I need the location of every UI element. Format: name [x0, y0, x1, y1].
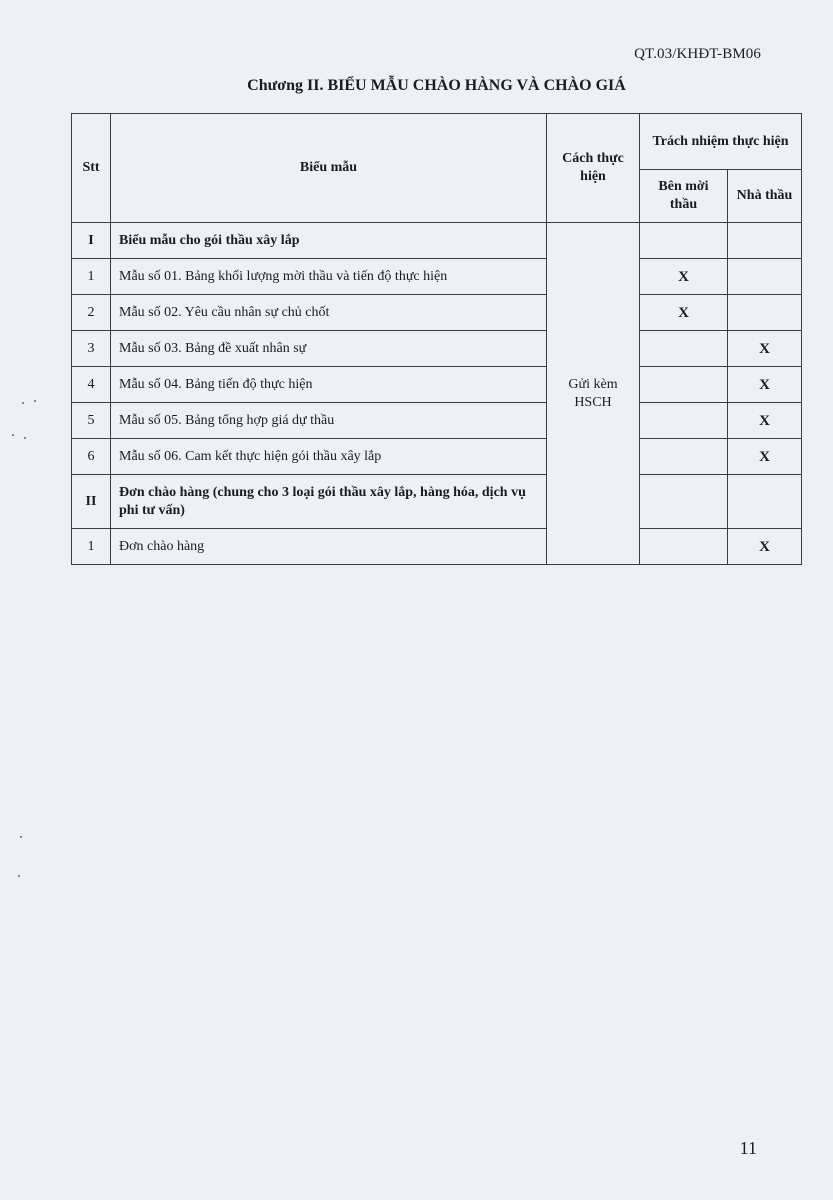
row-inviter-mark	[640, 403, 728, 439]
table-row	[72, 223, 802, 259]
row-contractor-mark	[728, 259, 802, 295]
scan-speck	[24, 437, 26, 439]
row-stt: 2	[72, 295, 111, 331]
header-contractor: Nhà thầu	[728, 170, 802, 223]
table-row	[72, 259, 802, 295]
header-stt: Stt	[72, 114, 111, 223]
row-contractor-mark: X	[728, 331, 802, 367]
row-form: Đơn chào hàng	[111, 529, 547, 565]
scan-speck	[20, 836, 22, 838]
table-row	[72, 331, 802, 367]
row-form: Biểu mẫu cho gói thầu xây lắp	[111, 223, 547, 259]
row-contractor-mark	[728, 475, 802, 529]
forms-table	[71, 113, 802, 565]
row-contractor-mark: X	[728, 439, 802, 475]
row-contractor-mark: X	[728, 367, 802, 403]
row-stt: 1	[72, 529, 111, 565]
row-stt: 3	[72, 331, 111, 367]
scan-speck	[18, 875, 20, 877]
row-inviter-mark: X	[640, 259, 728, 295]
row-inviter-mark	[640, 529, 728, 565]
row-form: Đơn chào hàng (chung cho 3 loại gói thầu xây lắp, hàng hóa, dịch vụ phi tư vấn)	[111, 475, 547, 529]
row-contractor-mark	[728, 223, 802, 259]
method-cell: Gửi kèm HSCH	[547, 223, 640, 565]
row-stt: 5	[72, 403, 111, 439]
row-contractor-mark: X	[728, 403, 802, 439]
document-code: QT.03/KHĐT-BM06	[634, 46, 761, 62]
table-row	[72, 367, 802, 403]
row-form: Mẫu số 06. Cam kết thực hiện gói thầu xây lắp	[111, 439, 547, 475]
header-form: Biểu mẫu	[111, 114, 547, 223]
row-form: Mẫu số 04. Bảng tiến độ thực hiện	[111, 367, 547, 403]
table-row	[72, 475, 802, 529]
row-form: Mẫu số 05. Bảng tổng hợp giá dự thầu	[111, 403, 547, 439]
row-contractor-mark: X	[728, 529, 802, 565]
table-row	[72, 295, 802, 331]
row-stt: I	[72, 223, 111, 259]
scan-speck	[22, 402, 24, 404]
header-method: Cách thực hiện	[547, 114, 640, 223]
row-form: Mẫu số 02. Yêu cầu nhân sự chủ chốt	[111, 295, 547, 331]
table-row	[72, 529, 802, 565]
row-inviter-mark	[640, 439, 728, 475]
chapter-title: Chương II. BIỂU MẪU CHÀO HÀNG VÀ CHÀO GIÁ	[247, 77, 626, 94]
header-responsibility: Trách nhiệm thực hiện	[640, 114, 802, 170]
row-inviter-mark: X	[640, 295, 728, 331]
row-stt: 4	[72, 367, 111, 403]
table-row	[72, 439, 802, 475]
row-contractor-mark	[728, 295, 802, 331]
row-form: Mẫu số 03. Bảng đề xuất nhân sự	[111, 331, 547, 367]
row-stt: 1	[72, 259, 111, 295]
header-inviter: Bên mời thầu	[640, 170, 728, 223]
page-number: 11	[739, 1138, 757, 1158]
scan-speck	[34, 400, 36, 402]
row-inviter-mark	[640, 223, 728, 259]
row-inviter-mark	[640, 367, 728, 403]
row-stt: 6	[72, 439, 111, 475]
row-stt: II	[72, 475, 111, 529]
row-inviter-mark	[640, 475, 728, 529]
row-form: Mẫu số 01. Bảng khối lượng mời thầu và tiến độ thực hiện	[111, 259, 547, 295]
row-inviter-mark	[640, 331, 728, 367]
scan-speck	[12, 434, 14, 436]
table-row	[72, 403, 802, 439]
